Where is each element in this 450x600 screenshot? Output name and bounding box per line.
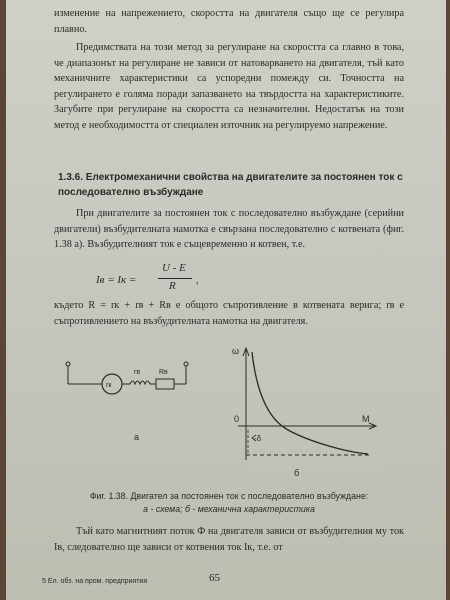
- series-paragraph: При двигателите за постоянен ток с последователно възбуждане (серийни двигатели) възбудителната намотка е свързана последователно с котвената (фиг. 1.38 а). Възбудителният ток е същевременно и котвен, т.е.: [54, 208, 404, 251]
- page-number: 65: [209, 572, 220, 584]
- omega-axis-label: ω: [232, 346, 240, 356]
- fraction-bar: [158, 278, 192, 279]
- caption-line-1: Фиг. 1.38. Двигател за постоянен ток с последователно възбуждане:: [89, 491, 369, 501]
- origin-label: 0: [234, 414, 240, 424]
- advantages-paragraph: Предимствата на този метод за регулиране на скоростта са главно в това, че диапазонът на регулиране не зависи от натоварването на двигателя, тъй като механичните характеристики са успоредни помежду си. Точността на регулирането е голяма поради запазването на твърдостта на характеристиките. Загубите при регулиране на скоростта са незначителни. Недостатък на този метод е необходимостта от специален източник на регулируемо напрежение.: [54, 42, 404, 131]
- section-heading: 1.3.6. Електромеханични свойства на двигателите за постоянен ток с последователно възбуждане: [58, 172, 403, 198]
- intro-paragraph: изменение на напрежението, скоростта на двигателя също ще се регулира плавно.: [54, 8, 404, 35]
- formula-comma: ,: [196, 274, 199, 286]
- formula-numerator: U - E: [162, 262, 186, 274]
- circuit-diagram: [56, 350, 206, 450]
- caption-line-2: а - схема; б - механична характеристика: [143, 504, 315, 514]
- figure-caption: [54, 490, 404, 516]
- resistor-symbol: [156, 379, 174, 389]
- shift-label: -δ: [254, 434, 262, 443]
- terminal-left: [66, 362, 70, 366]
- field-coil: [130, 381, 150, 384]
- coil-label: rв: [134, 369, 141, 376]
- motor-label: rк: [106, 382, 112, 389]
- speed-torque-curve: [252, 352, 368, 454]
- final-paragraph: Тъй като магнитният поток Ф на двигателя зависи от възбудителния му ток Iв, следователно ще зависи от котвения ток Iк, т.е. от: [54, 526, 404, 553]
- panel-b-label: б: [294, 468, 300, 478]
- book-page: [6, 0, 446, 600]
- motor-symbol: [102, 374, 122, 394]
- where-paragraph: където R = rк + rв + Rв е общото съпротивление в котвената верига; rв е съпротивлението на възбудителната намотка на двигателя.: [54, 300, 404, 327]
- formula-lhs: Iв = Iк =: [96, 274, 137, 286]
- panel-a-label: a: [134, 432, 140, 442]
- formula-denominator: R: [169, 280, 176, 292]
- torque-axis-label: M: [362, 414, 370, 424]
- resistor-label: Rв: [159, 369, 168, 376]
- current-formula: [96, 262, 296, 298]
- terminal-right: [184, 362, 188, 366]
- footer-note: 5 Ел. обз. на пром. предприятия: [42, 578, 148, 585]
- mechanical-characteristic-graph: [226, 338, 386, 480]
